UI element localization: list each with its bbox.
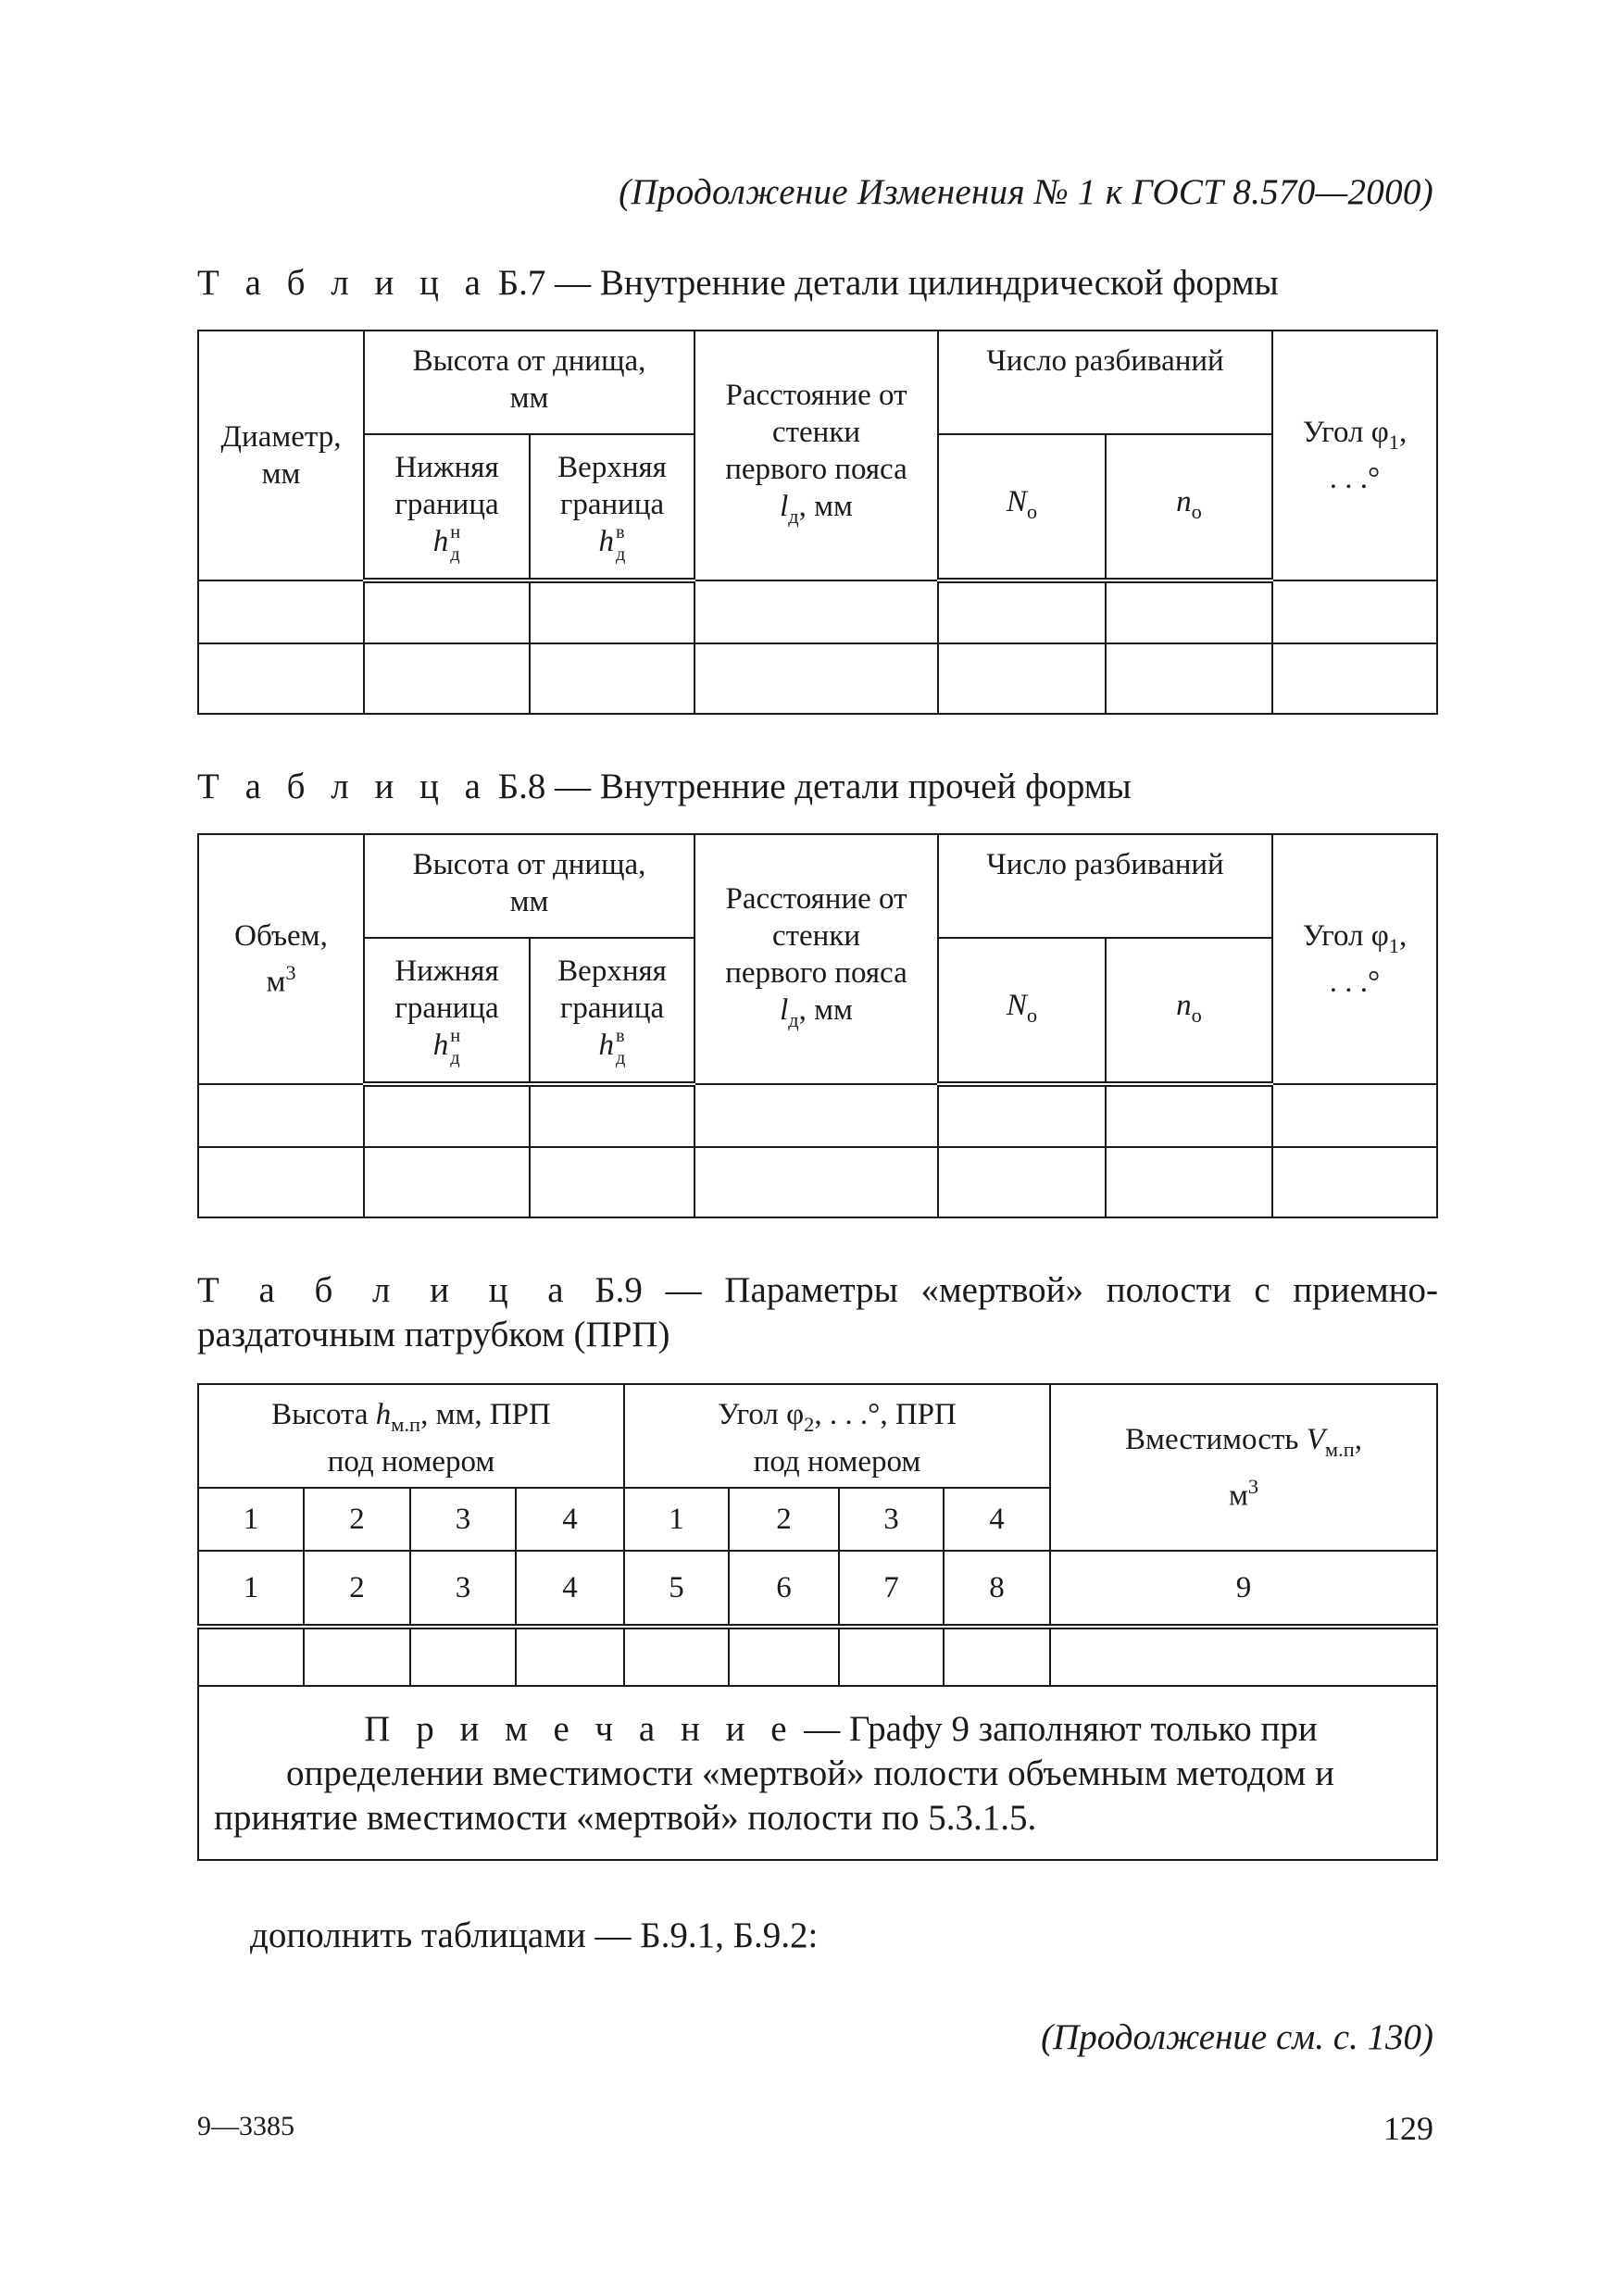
table-b7-caption-label: Т а б л и ц а <box>197 263 489 303</box>
table-b9-caption-label: Т а б л и ц а <box>197 1270 572 1310</box>
table-cell: 1 <box>198 1551 304 1627</box>
table-cell: 7 <box>839 1551 944 1627</box>
header-lower-bound: Нижняя граница h н д <box>364 938 530 1084</box>
table-row <box>198 1147 1437 1217</box>
header-upper-bound: Верхняя граница h в д <box>530 434 694 580</box>
table-row <box>198 1084 1437 1147</box>
table-cell: 1 <box>198 1488 304 1551</box>
table-b8 <box>197 833 1438 1218</box>
table-cell: 2 <box>304 1488 410 1551</box>
table-b7 <box>197 330 1438 715</box>
table-cell: 4 <box>944 1488 1050 1551</box>
table-cell: 5 <box>624 1551 729 1627</box>
header-distance-from-wall: Расстояние от стенки первого пояса $l_д$, мм <box>694 331 938 580</box>
table-b8-caption-label: Т а б л и ц а <box>197 767 489 806</box>
table-cell: 1 <box>624 1488 729 1551</box>
table-cell: 4 <box>516 1488 624 1551</box>
table-cell: 3 <box>410 1488 516 1551</box>
note-label: П р и м е ч а н и е <box>364 1709 795 1749</box>
table-b9-caption <box>197 1268 1438 1357</box>
table-b9 <box>197 1383 1438 1861</box>
table-cell: 4 <box>516 1551 624 1627</box>
table-b9-note <box>198 1686 1437 1860</box>
continuation-header: (Продолжение Изменения № 1 к ГОСТ 8.570—2000) <box>619 172 1433 212</box>
table-b8-caption-text: Б.8 — Внутренние детали прочей формы <box>497 767 1132 806</box>
header-count-n: $n_о$ <box>1106 938 1272 1084</box>
header-split-count: Число разбиваний <box>938 331 1272 434</box>
header-dead-zone-capacity: Вместимость $V_{м.п}$, $м^3$ <box>1050 1384 1437 1551</box>
header-diameter: Диаметр, мм <box>198 331 364 580</box>
header-lower-bound: Нижняя граница h н д <box>364 434 530 580</box>
continued-note: (Продолжение см. с. 130) <box>1041 2017 1433 2057</box>
header-angle: Угол $\varphi_1$, . . .° <box>1272 834 1437 1084</box>
header-count-N: $N_о$ <box>938 938 1106 1084</box>
table-row <box>198 580 1437 643</box>
table-b9-caption-text: Б.9 — Параметры «мертвой» полости с приемно-раздаточным патрубком (ПРП) <box>197 1270 1438 1354</box>
body-text: дополнить таблицами — Б.9.1, Б.9.2: <box>250 1915 819 1955</box>
table-cell: 3 <box>839 1488 944 1551</box>
header-upper-bound: Верхняя граница h в д <box>530 938 694 1084</box>
table-cell: 3 <box>410 1551 516 1627</box>
header-angle: Угол $\varphi_1$, . . .° <box>1272 331 1437 580</box>
header-height-from-bottom: Высота от днища, мм <box>364 331 694 434</box>
table-cell: 2 <box>304 1551 410 1627</box>
header-volume: Объем, $м^3$ <box>198 834 364 1084</box>
header-dead-zone-angle: Угол $\varphi_2$, . . .°, ПРП под номером <box>624 1384 1050 1488</box>
header-count-n: $n_о$ <box>1106 434 1272 580</box>
table-b7-caption-text: Б.7 — Внутренние детали цилиндрической формы <box>497 263 1279 303</box>
table-cell: 8 <box>944 1551 1050 1627</box>
table-cell: 9 <box>1050 1551 1437 1627</box>
header-split-count: Число разбиваний <box>938 834 1272 938</box>
header-distance-from-wall: Расстояние от стенки первого пояса $l_д$, мм <box>694 834 938 1084</box>
page-number: 129 <box>1383 2110 1433 2147</box>
table-cell: 6 <box>729 1551 839 1627</box>
table-b9-column-numbers-row <box>198 1551 1437 1627</box>
table-row <box>198 1627 1437 1686</box>
header-count-N: $N_о$ <box>938 434 1106 580</box>
header-height-from-bottom: Высота от днища, мм <box>364 834 694 938</box>
header-dead-zone-height: Высота $h_{м.п}$, мм, ПРП под номером <box>198 1384 624 1488</box>
table-b7-caption <box>197 261 1279 306</box>
note-text: — Графу 9 заполняют только при определении вместимости «мертвой» полости объемным методом и принятие вместимости «мертвой» полости по 5.3.1.5. <box>214 1709 1334 1838</box>
footer-print-code: 9—3385 <box>197 2111 294 2141</box>
table-row <box>198 643 1437 714</box>
table-b8-caption <box>197 765 1132 809</box>
table-cell: 2 <box>729 1488 839 1551</box>
